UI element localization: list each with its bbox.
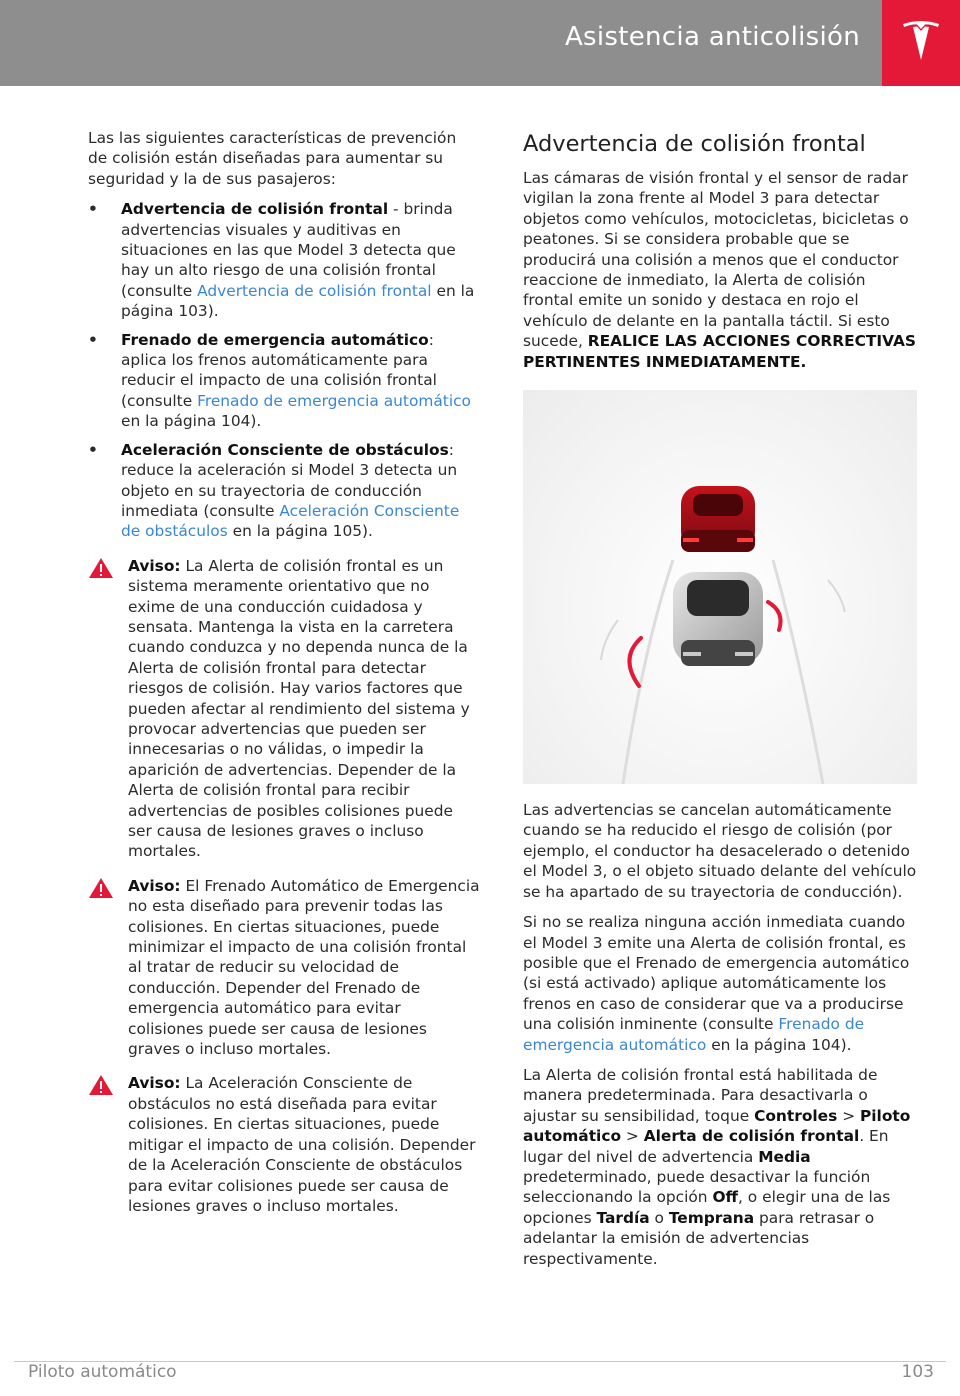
warning-label: Aviso: xyxy=(128,876,181,895)
option-off: Off xyxy=(712,1188,739,1207)
warning-note xyxy=(88,556,480,862)
option-late: Tardía xyxy=(596,1208,650,1227)
feature-list xyxy=(88,199,480,542)
menu-path-controls: Controles xyxy=(754,1106,838,1125)
paragraph: Si no se realiza ninguna acción inmediata cuando el Model 3 emite una Alerta de colisión frontal, es posible que el Frenado de emergencia automático (si está activado) aplique automáticamente los frenos en caso de considerar que va a producirse una colisión inminente (consulte Frenado de emergencia automático en la página 104). xyxy=(523,913,910,1054)
warning-text: El Frenado Automático de Emergencia no esta diseñado para prevenir todas las colisiones. En ciertas situaciones, puede minimizar el impacto de una colisión frontal al tratar de reducir su velocidad de conducción. Depender del Frenado de emergencia automático para evitar colisiones puede ser causa de lesiones graves o incluso mortales. xyxy=(128,876,480,1059)
menu-path-fcw: Alerta de colisión frontal xyxy=(643,1127,860,1146)
feature-title: Advertencia de colisión frontal xyxy=(121,200,389,219)
list-item: • Frenado de emergencia automático: aplica los frenos automáticamente para reducir el impacto de una colisión frontal (consulte Frenado de emergencia automático en la página 104). xyxy=(88,330,471,431)
left-column xyxy=(88,128,480,1230)
emphasis-text: REALICE LAS ACCIONES CORRECTIVAS PERTINENTES INMEDIATAMENTE. xyxy=(523,332,916,371)
feature-title: Aceleración Consciente de obstáculos xyxy=(121,440,449,459)
warning-triangle-icon xyxy=(88,877,114,899)
paragraph: Las cámaras de visión frontal y el sensor de radar vigilan la zona frente al Model 3 para detectar objetos como vehículos, motocicletas, bicicletas o peatones. Si se considera probable que se producirá una colisión a menos que el conductor reaccione de inmediato, la Alerta de colisión frontal emite un sonido y destaca en rojo el vehículo de delante en la pantalla táctil. Si esto sucede, REALICE LAS ACCIONES CORRECTIVAS PERTINENTES INMEDIATAMENTE. xyxy=(523,169,916,371)
warning-label: Aviso: xyxy=(128,556,181,575)
cross-reference-link[interactable]: Advertencia de colisión frontal xyxy=(197,281,432,300)
warning-text: La Aceleración Consciente de obstáculos no está diseñada para evitar colisiones. En ciertas situaciones, puede mitigar el impacto de una colisión. Depender de la Aceleración Consciente de obstáculos para evitar colisiones puede ser causa de lesiones graves o incluso mortales. xyxy=(128,1074,476,1215)
lead-car-red xyxy=(681,486,755,552)
warning-note xyxy=(88,876,480,1060)
car-collision-illustration xyxy=(523,390,917,784)
paragraph: La Alerta de colisión frontal está habilitada de manera predeterminada. Para desactivarla o ajustar su sensibilidad, toque Controles > Piloto automático > Alerta de colisión frontal. En lugar del nivel de advertencia Media predeterminado, puede desactivar la función seleccionando la opción Off, o elegir una de las opciones Tardía o Temprana para retrasar o adelantar la emisión de advertencias respectivamente. xyxy=(523,1065,911,1268)
list-item: • Advertencia de colisión frontal - brinda advertencias visuales y auditivas en situaciones en las que Model 3 detecta que hay un alto riesgo de una colisión frontal (consulte Advertencia de colisión frontal en la página 103). xyxy=(88,200,475,321)
chapter-title: Asistencia anticolisión xyxy=(564,22,860,52)
cross-reference-link[interactable]: Frenado de emergencia automático xyxy=(197,391,471,410)
cross-reference-link[interactable]: Aceleración Consciente de obstáculos xyxy=(121,501,460,541)
warning-text: La Alerta de colisión frontal es un sistema meramente orientativo que no exime de una conducción cuidadosa y sensata. Mantenga la vista en la carretera cuando conduzca y no dependa nunca de la Alerta de colisión frontal para detectar riesgos de colisión. Hay varios factores que pueden afectar al rendimiento del sistema y provocar advertencias que pueden ser innecesarias o no válidas, o impedir la aparición de advertencias. Depender de la Alerta de colisión frontal para recibir advertencias de posibles colisiones puede ser causa de lesiones graves o incluso mortales. xyxy=(128,556,470,861)
tesla-logo-icon xyxy=(901,20,941,64)
logo-box xyxy=(882,0,960,86)
warning-triangle-icon xyxy=(88,557,114,579)
page-number: 103 xyxy=(901,1362,934,1382)
cross-reference-link[interactable]: Frenado de emergencia automático xyxy=(523,1015,865,1054)
paragraph: Las advertencias se cancelan automáticamente cuando se ha reducido el riesgo de colisión (por ejemplo, el conductor ha desacelerado o detenido el Model 3, o el objeto situado delante del vehículo se ha apartado de su trayectoria de conducción). xyxy=(523,801,917,901)
warning-note xyxy=(88,1073,480,1216)
option-media: Media xyxy=(758,1147,811,1166)
footer-section: Piloto automático xyxy=(28,1362,177,1382)
section-heading: Advertencia de colisión frontal xyxy=(523,131,866,157)
collision-warning-illustration xyxy=(523,390,917,784)
menu-path-autopilot: Piloto automático xyxy=(523,1106,911,1146)
right-column xyxy=(523,128,917,1279)
option-early: Temprana xyxy=(668,1208,755,1227)
page-header xyxy=(0,0,960,86)
own-car-silver xyxy=(673,572,763,666)
warning-triangle-icon xyxy=(88,1074,114,1096)
intro-paragraph: Las las siguientes características de prevención de colisión están diseñadas para aumentar su seguridad y la de sus pasajeros: xyxy=(88,129,457,188)
list-item: • Aceleración Consciente de obstáculos: reduce la aceleración si Model 3 detecta un objeto en su trayectoria de conducción inmediata (consulte Aceleración Consciente de obstáculos en la página 105). xyxy=(88,440,460,541)
feature-title: Frenado de emergencia automático xyxy=(121,330,429,349)
warning-label: Aviso: xyxy=(128,1074,181,1093)
